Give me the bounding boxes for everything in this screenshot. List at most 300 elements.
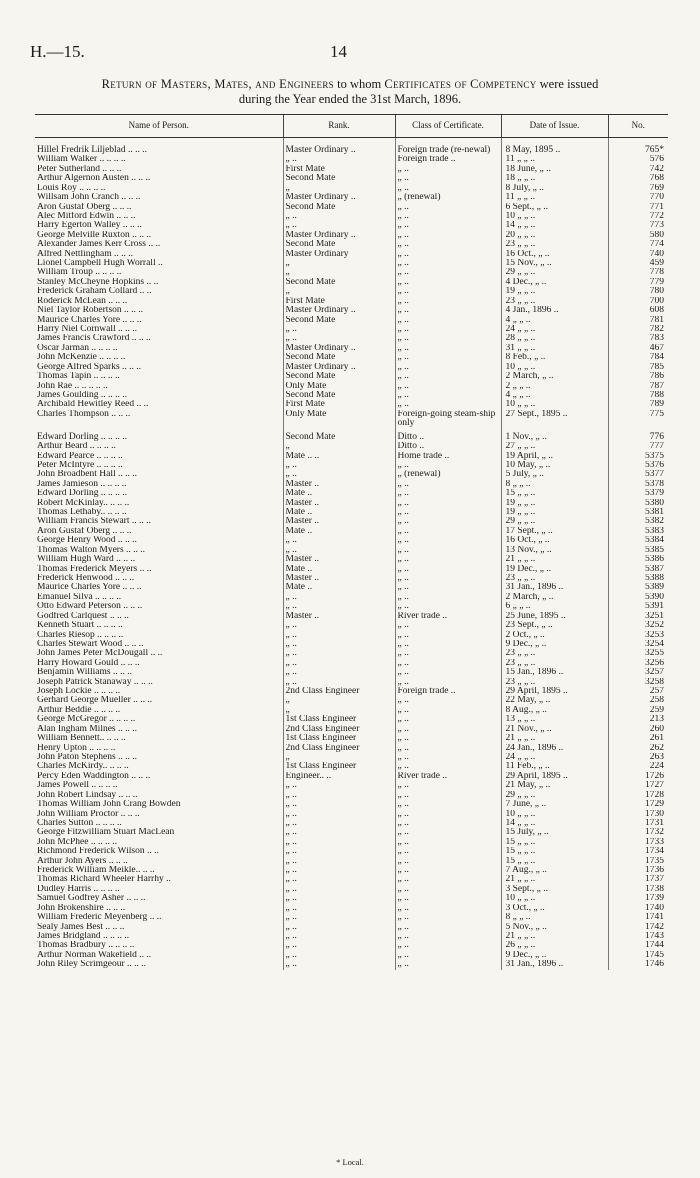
- date-of-issue: 19 April, „ ..: [501, 452, 608, 461]
- certificate-class: „ ..: [395, 762, 501, 771]
- certificate-number: 742: [608, 165, 668, 174]
- person-name: James Francis Crawford .. .. ..: [37, 334, 151, 344]
- rank: „ ..: [283, 212, 395, 221]
- certificate-class: „ ..: [395, 602, 501, 611]
- rank: Master Ordinary ..: [283, 363, 395, 372]
- table-row: [35, 621, 668, 630]
- rank: „: [283, 706, 395, 715]
- date-of-issue: 2 March, „ ..: [501, 372, 608, 381]
- certificate-number: 1733: [608, 838, 668, 847]
- certificate-class: „ ..: [395, 546, 501, 555]
- certificate-class: „ ..: [395, 297, 501, 306]
- certificate-number: 5390: [608, 593, 668, 602]
- date-of-issue: 21 May, „ ..: [501, 781, 608, 790]
- date-of-issue: 25 June, 1895 ..: [501, 612, 608, 621]
- person-name: Arthur Algernon Austen .. .. ..: [37, 174, 151, 184]
- rank: „ ..: [283, 659, 395, 668]
- person-name: William Francis Stewart .. .. ..: [37, 517, 151, 527]
- certificate-number: 788: [608, 391, 668, 400]
- person-name: Sealy James Best .. .. ..: [37, 922, 125, 932]
- certificate-number: 5389: [608, 583, 668, 592]
- certificate-number: 5385: [608, 546, 668, 555]
- person-name: Benjamin Williams .. .. ..: [37, 668, 132, 678]
- table-row: [35, 250, 668, 259]
- date-of-issue: 8 „ „ ..: [501, 480, 608, 489]
- certificate-class: „ ..: [395, 400, 501, 409]
- rank: First Mate: [283, 297, 395, 306]
- date-of-issue: 15 „ „ ..: [501, 847, 608, 856]
- rank: „ ..: [283, 621, 395, 630]
- certificate-class: „ ..: [395, 668, 501, 677]
- certificate-number: 224: [608, 762, 668, 771]
- table-row: [35, 696, 668, 705]
- rank: „ ..: [283, 649, 395, 658]
- column-header-number: No.: [608, 115, 668, 138]
- person-name: Arthur John Ayers .. .. ..: [37, 856, 128, 866]
- table-row: [35, 941, 668, 950]
- table-row: [35, 772, 668, 781]
- person-name: Willsam John Cranch .. .. ..: [37, 193, 141, 203]
- person-name: James Goulding .. .. .. ..: [37, 390, 127, 400]
- table-row: [35, 344, 668, 353]
- certificate-class: „ ..: [395, 725, 501, 734]
- table-row: [35, 442, 668, 451]
- rank: „ ..: [283, 885, 395, 894]
- table-row: [35, 753, 668, 762]
- date-of-issue: 2 Oct., „ ..: [501, 631, 608, 640]
- certificate-class: „ ..: [395, 268, 501, 277]
- rank: Second Mate: [283, 174, 395, 183]
- certificate-number: 777: [608, 442, 668, 451]
- certificate-number: 3258: [608, 678, 668, 687]
- person-name: Charles Sutton .. .. .. ..: [37, 818, 122, 828]
- rank: „ ..: [283, 913, 395, 922]
- date-of-issue: 19 Dec., „ ..: [501, 565, 608, 574]
- date-of-issue: 4 „ „ ..: [501, 391, 608, 400]
- certificate-class: „ ..: [395, 306, 501, 315]
- table-row: [35, 165, 668, 174]
- rank: „ ..: [283, 631, 395, 640]
- certificate-number: 260: [608, 725, 668, 734]
- certificate-class: „ ..: [395, 165, 501, 174]
- rank: „ ..: [283, 461, 395, 470]
- certificate-class: „ ..: [395, 960, 501, 969]
- person-name: Thomas Bradbury .. .. .. ..: [37, 941, 135, 951]
- rank: „ ..: [283, 668, 395, 677]
- person-name: George Melville Ruxton .. .. ..: [37, 230, 152, 240]
- rank: Second Mate: [283, 278, 395, 287]
- date-of-issue: 6 „ „ ..: [501, 602, 608, 611]
- title-part: to whom: [333, 77, 385, 91]
- certificate-number: 1736: [608, 866, 668, 875]
- person-name: Frederick Henwood .. .. ..: [37, 573, 135, 583]
- table-row: [35, 678, 668, 687]
- table-row: [35, 819, 668, 828]
- date-of-issue: 15 Nov., „ ..: [501, 259, 608, 268]
- rank: „ ..: [283, 678, 395, 687]
- rank: Mate ..: [283, 583, 395, 592]
- table-row: [35, 923, 668, 932]
- certificate-number: 1735: [608, 857, 668, 866]
- rank: First Mate: [283, 165, 395, 174]
- date-of-issue: 23 „ „ ..: [501, 240, 608, 249]
- certificate-class: „ ..: [395, 334, 501, 343]
- date-of-issue: 27 „ „ ..: [501, 442, 608, 451]
- certificate-number: 785: [608, 363, 668, 372]
- person-name: Thomas Richard Wheeler Harrhy ..: [37, 875, 171, 885]
- table-row: [35, 828, 668, 837]
- table-row: [35, 838, 668, 847]
- rank: „ ..: [283, 325, 395, 334]
- date-of-issue: 2 March, „ ..: [501, 593, 608, 602]
- rank: „ ..: [283, 866, 395, 875]
- certificate-number: 5391: [608, 602, 668, 611]
- date-of-issue: 21 Nov., „ ..: [501, 725, 608, 734]
- certificate-number: 783: [608, 334, 668, 343]
- certificate-number: 765*: [608, 142, 668, 155]
- rank: „: [283, 287, 395, 296]
- date-of-issue: 23 Sept., „ ..: [501, 621, 608, 630]
- person-name: William Hugh Ward .. .. ..: [37, 555, 136, 565]
- certificate-class: „ ..: [395, 866, 501, 875]
- certificate-number: 3256: [608, 659, 668, 668]
- person-name: Harry Niel Cornwall .. .. ..: [37, 325, 137, 335]
- certificate-number: 5381: [608, 508, 668, 517]
- certificate-number: 258: [608, 696, 668, 705]
- certificate-class: „ ..: [395, 231, 501, 240]
- date-of-issue: 23 „ „ ..: [501, 678, 608, 687]
- certificate-class: „ ..: [395, 353, 501, 362]
- table-row: [35, 734, 668, 743]
- title-part: were issued: [536, 77, 599, 91]
- person-name: James Jamieson .. .. .. ..: [37, 479, 127, 489]
- date-of-issue: 19 „ „ ..: [501, 499, 608, 508]
- certificate-class: „ ..: [395, 631, 501, 640]
- table-row: [35, 382, 668, 391]
- rank: Master Ordinary ..: [283, 231, 395, 240]
- date-of-issue: 24 Jan., 1896 ..: [501, 744, 608, 753]
- certificate-class: „ ..: [395, 203, 501, 212]
- table-row: [35, 810, 668, 819]
- person-name: Dudley Harris .. .. .. ..: [37, 884, 120, 894]
- table-row: [35, 574, 668, 583]
- table-row: [35, 212, 668, 221]
- date-of-issue: 10 May, „ ..: [501, 461, 608, 470]
- table-row: [35, 904, 668, 913]
- table-body: [35, 138, 668, 970]
- document-reference: H.—15.: [30, 42, 85, 61]
- person-name: John Riley Scrimgeour .. .. ..: [37, 960, 146, 970]
- certificate-class: „ ..: [395, 508, 501, 517]
- rank: „: [283, 753, 395, 762]
- certificate-class: „ ..: [395, 593, 501, 602]
- table-row: [35, 259, 668, 268]
- table-row: [35, 913, 668, 922]
- date-of-issue: 23 „ „ ..: [501, 649, 608, 658]
- table-row: [35, 546, 668, 555]
- certificate-class: „ ..: [395, 649, 501, 658]
- date-of-issue: 5 July, „ ..: [501, 470, 608, 479]
- table-row: [35, 894, 668, 903]
- person-name: William Frederic Meyenberg .. ..: [37, 913, 162, 923]
- rank: „ ..: [283, 894, 395, 903]
- date-of-issue: 14 „ „ ..: [501, 221, 608, 230]
- date-of-issue: 23 „ „ ..: [501, 574, 608, 583]
- date-of-issue: 15 „ „ ..: [501, 857, 608, 866]
- table-row: [35, 593, 668, 602]
- certificate-class: River trade ..: [395, 772, 501, 781]
- certificate-number: 769: [608, 184, 668, 193]
- certificate-number: 3254: [608, 640, 668, 649]
- rank: 1st Class Engineer: [283, 762, 395, 771]
- person-name: John William Proctor .. .. ..: [37, 809, 140, 819]
- table-row: [35, 951, 668, 960]
- table-row: [35, 583, 668, 592]
- date-of-issue: 8 „ „ ..: [501, 913, 608, 922]
- certificate-class: „ ..: [395, 287, 501, 296]
- certificate-class: „ ..: [395, 583, 501, 592]
- rank: Mate ..: [283, 565, 395, 574]
- rank: Mate ..: [283, 508, 395, 517]
- date-of-issue: 27 Sept., 1895 ..: [501, 410, 608, 429]
- rank: 2nd Class Engineer: [283, 744, 395, 753]
- rank: Second Mate: [283, 316, 395, 325]
- certificate-number: 459: [608, 259, 668, 268]
- person-name: Peter McIntyre .. .. .. ..: [37, 460, 123, 470]
- table-row: [35, 640, 668, 649]
- certificate-number: 5388: [608, 574, 668, 583]
- date-of-issue: 4 Dec., „ ..: [501, 278, 608, 287]
- date-of-issue: 3 Oct., „ ..: [501, 904, 608, 913]
- person-name: Charles Thompson .. .. ..: [37, 409, 131, 419]
- certificate-number: 3257: [608, 668, 668, 677]
- table-row: [35, 461, 668, 470]
- certificate-class: „ ..: [395, 316, 501, 325]
- certificate-class: „ ..: [395, 696, 501, 705]
- date-of-issue: 15 Jan., 1896 ..: [501, 668, 608, 677]
- certificate-class: Foreign trade (re-newal): [395, 142, 501, 155]
- certificate-class: „ ..: [395, 391, 501, 400]
- certificate-class: „ ..: [395, 781, 501, 790]
- certificate-class: „ ..: [395, 517, 501, 526]
- certificate-number: 1731: [608, 819, 668, 828]
- certificate-class: „ ..: [395, 828, 501, 837]
- certificate-number: 262: [608, 744, 668, 753]
- certificate-class: Foreign trade ..: [395, 155, 501, 164]
- table-row: [35, 480, 668, 489]
- rank: Master Ordinary ..: [283, 306, 395, 315]
- table-row: [35, 762, 668, 771]
- certificate-number: 213: [608, 715, 668, 724]
- date-of-issue: 28 „ „ ..: [501, 334, 608, 343]
- certificate-number: 3253: [608, 631, 668, 640]
- rank: „ ..: [283, 791, 395, 800]
- table-row: [35, 184, 668, 193]
- person-name: Lionel Campbell Hugh Worrall ..: [37, 259, 163, 269]
- certificate-class: „ ..: [395, 894, 501, 903]
- certificate-number: 1732: [608, 828, 668, 837]
- table-row: [35, 744, 668, 753]
- date-of-issue: 10 „ „ ..: [501, 894, 608, 903]
- date-of-issue: 8 July, „ ..: [501, 184, 608, 193]
- certificate-class: „ ..: [395, 489, 501, 498]
- rank: „ ..: [283, 960, 395, 969]
- person-name: Maurice Charles Yore .. .. ..: [37, 315, 142, 325]
- person-name: Maurice Charles Yore .. .. ..: [37, 583, 142, 593]
- table-row: [35, 287, 668, 296]
- rank: Second Mate: [283, 203, 395, 212]
- certificate-class: „ ..: [395, 480, 501, 489]
- person-name: Thomas Lethaby.. .. .. ..: [37, 508, 127, 518]
- certificate-number: 5377: [608, 470, 668, 479]
- table-row: [35, 960, 668, 969]
- certificate-class: „ ..: [395, 734, 501, 743]
- certificate-number: 257: [608, 687, 668, 696]
- certificate-number: 5380: [608, 499, 668, 508]
- person-name: Joseph Lockie .. .. .. ..: [37, 687, 121, 697]
- date-of-issue: 13 „ „ ..: [501, 715, 608, 724]
- rank: Second Mate: [283, 391, 395, 400]
- person-name: George Alfred Sparks .. .. ..: [37, 362, 142, 372]
- certificate-number: 789: [608, 400, 668, 409]
- certificate-class: „ ..: [395, 536, 501, 545]
- table-row: [35, 612, 668, 621]
- table-row: [35, 866, 668, 875]
- certificate-number: 1739: [608, 894, 668, 903]
- table-row: [35, 410, 668, 429]
- date-of-issue: 24 „ „ ..: [501, 325, 608, 334]
- certificate-number: 784: [608, 353, 668, 362]
- certificate-class: „ ..: [395, 363, 501, 372]
- person-name: James Powell .. .. .. ..: [37, 781, 118, 791]
- person-name: Kenneth Stuart .. .. .. ..: [37, 621, 123, 631]
- date-of-issue: 29 „ „ ..: [501, 517, 608, 526]
- certificate-class: „ ..: [395, 875, 501, 884]
- table-row: [35, 400, 668, 409]
- certificate-number: 768: [608, 174, 668, 183]
- certificate-class: „ ..: [395, 932, 501, 941]
- rank: Second Mate: [283, 429, 395, 442]
- date-of-issue: 13 Nov., „ ..: [501, 546, 608, 555]
- certificate-number: 1730: [608, 810, 668, 819]
- column-header-name: Name of Person.: [35, 115, 283, 138]
- certificate-class: „ ..: [395, 744, 501, 753]
- rank: „ ..: [283, 221, 395, 230]
- person-name: Alexander James Kerr Cross .. ..: [37, 240, 161, 250]
- certificate-class: „ ..: [395, 212, 501, 221]
- rank: „ ..: [283, 932, 395, 941]
- table-row: [35, 193, 668, 202]
- certificate-class: Foreign-going steam-ship only: [395, 410, 501, 429]
- certificate-number: 5382: [608, 517, 668, 526]
- date-of-issue: 16 Oct., „ ..: [501, 250, 608, 259]
- certificate-number: 781: [608, 316, 668, 325]
- person-name: Alfred Nettlingham .. .. ..: [37, 249, 134, 259]
- certificate-number: 1737: [608, 875, 668, 884]
- certificate-class: „ ..: [395, 640, 501, 649]
- person-name: Charles McKirdy.. .. .. ..: [37, 762, 129, 772]
- person-name: Archibald Hewitley Reed .. ..: [37, 400, 149, 410]
- date-of-issue: 7 Aug., „ ..: [501, 866, 608, 875]
- table-row: [35, 631, 668, 640]
- date-of-issue: 18 June, „ ..: [501, 165, 608, 174]
- person-name: Charles Riesop .. .. .. ..: [37, 630, 124, 640]
- certificate-number: 700: [608, 297, 668, 306]
- certificate-class: „ ..: [395, 382, 501, 391]
- certificate-number: 5384: [608, 536, 668, 545]
- rank: Master Ordinary ..: [283, 193, 395, 202]
- rank: „: [283, 442, 395, 451]
- table-title: [30, 77, 670, 107]
- table-row: [35, 527, 668, 536]
- rank: „ ..: [283, 536, 395, 545]
- table-row: [35, 142, 668, 155]
- table-row: [35, 536, 668, 545]
- person-name: Aron Gustaf Oberg .. .. ..: [37, 202, 132, 212]
- rank: Engineer.. ..: [283, 772, 395, 781]
- person-name: Robert McKinlay.. .. .. ..: [37, 498, 130, 508]
- person-name: Joseph Patrick Stanaway .. .. ..: [37, 677, 153, 687]
- person-name: John Robert Lindsay .. .. ..: [37, 790, 138, 800]
- certificate-class: „ ..: [395, 221, 501, 230]
- table-row: [35, 555, 668, 564]
- table-row: [35, 687, 668, 696]
- certificate-class: „ ..: [395, 250, 501, 259]
- date-of-issue: 26 „ „ ..: [501, 941, 608, 950]
- person-name: Hillel Fredrik Liljeblad .. .. ..: [37, 145, 148, 155]
- table-header-row: [35, 115, 668, 138]
- certificate-class: „ ..: [395, 923, 501, 932]
- table-row: [35, 847, 668, 856]
- rank: Mate .. ..: [283, 452, 395, 461]
- person-name: George Fitzwilliam Stuart MacLean: [37, 828, 175, 838]
- table-row: [35, 706, 668, 715]
- date-of-issue: 10 „ „ ..: [501, 363, 608, 372]
- table-row: [35, 791, 668, 800]
- date-of-issue: 29 „ „ ..: [501, 791, 608, 800]
- table-row: [35, 174, 668, 183]
- footnote: * Local.: [336, 1157, 364, 1167]
- table-row: [35, 306, 668, 315]
- person-name: Otto Edward Peterson .. .. ..: [37, 602, 143, 612]
- table-row: [35, 668, 668, 677]
- person-name: Stanley McCheyne Hopkins .. ..: [37, 277, 159, 287]
- certificate-class: „ ..: [395, 174, 501, 183]
- person-name: James Bridgland .. .. .. ..: [37, 932, 130, 942]
- date-of-issue: 17 Sept., „ ..: [501, 527, 608, 536]
- person-name: Richmond Frederick Wilson .. ..: [37, 847, 159, 857]
- person-name: George McGregor .. .. .. ..: [37, 715, 136, 725]
- rank: „: [283, 696, 395, 705]
- rank: „ ..: [283, 857, 395, 866]
- certificate-number: 776: [608, 429, 668, 442]
- date-of-issue: 4 „ „ ..: [501, 316, 608, 325]
- rank: First Mate: [283, 400, 395, 409]
- person-name: Frederick Graham Collard .. ..: [37, 287, 152, 297]
- certificate-number: 740: [608, 250, 668, 259]
- person-name: Percy Eden Waddington .. .. ..: [37, 771, 151, 781]
- title-part: Certificates of Competency: [384, 77, 537, 91]
- certificate-number: 1726: [608, 772, 668, 781]
- column-header-rank: Rank.: [283, 115, 395, 138]
- date-of-issue: 6 Sept., „ ..: [501, 203, 608, 212]
- rank: „ ..: [283, 828, 395, 837]
- certificate-number: 775: [608, 410, 668, 429]
- table-row: [35, 875, 668, 884]
- certificate-class: „ ..: [395, 372, 501, 381]
- certificate-class: „ ..: [395, 941, 501, 950]
- certificate-number: 1729: [608, 800, 668, 809]
